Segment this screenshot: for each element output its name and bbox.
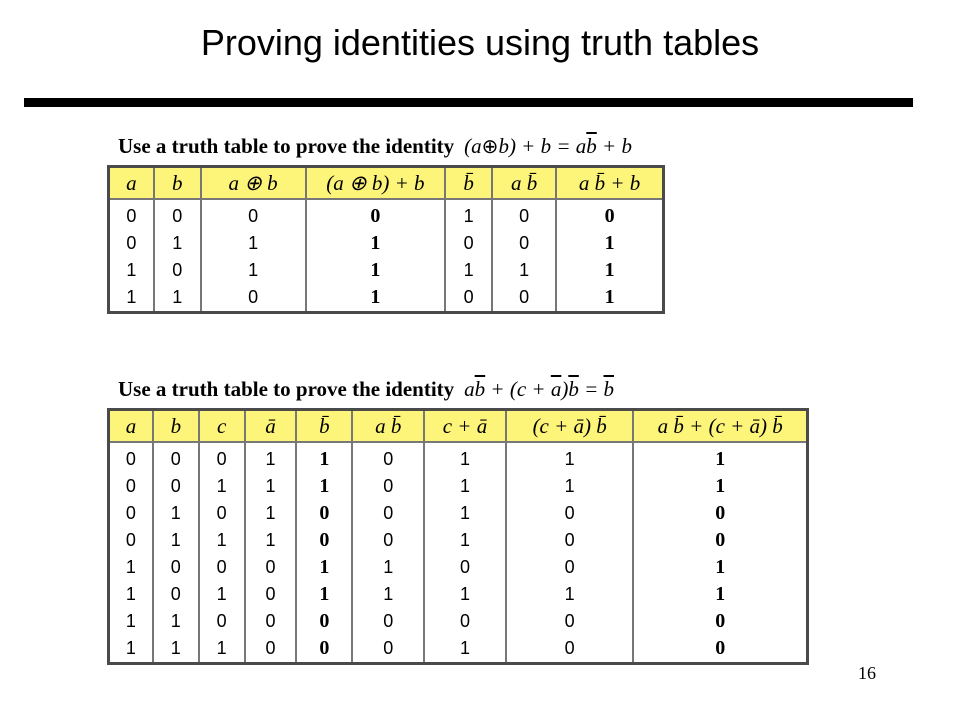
table-cell: 0 <box>199 500 245 527</box>
table-cell: 0 <box>154 199 201 230</box>
table-row <box>109 554 808 581</box>
table-cell: 0 <box>296 608 352 635</box>
table-cell: 0 <box>296 527 352 554</box>
table-cell: 1 <box>109 635 153 664</box>
table-cell: 1 <box>153 527 199 554</box>
table2-header-8: a b̄ + (c + ā) b̄ <box>633 410 807 443</box>
table2-header-1: b <box>153 410 199 443</box>
table-cell: 0 <box>424 554 506 581</box>
table-cell: 0 <box>633 527 807 554</box>
table2-header-5: a b̄ <box>352 410 424 443</box>
table-cell: 1 <box>153 500 199 527</box>
table-cell: 0 <box>199 554 245 581</box>
table-cell: 1 <box>201 257 306 284</box>
table-cell: 1 <box>109 554 153 581</box>
table-cell: 0 <box>306 199 446 230</box>
table-cell: 0 <box>201 284 306 313</box>
table-cell: 0 <box>633 608 807 635</box>
table-cell: 0 <box>109 199 154 230</box>
table2-prompt <box>118 377 614 402</box>
table2-header-7: (c + ā) b̄ <box>506 410 634 443</box>
table-cell: 1 <box>445 199 492 230</box>
table-cell: 1 <box>245 442 297 473</box>
table-cell: 0 <box>296 635 352 664</box>
table-cell: 1 <box>296 473 352 500</box>
slide-title: Proving identities using truth tables <box>200 22 760 63</box>
table-cell: 0 <box>506 554 634 581</box>
table-cell: 1 <box>296 442 352 473</box>
table-cell: 0 <box>445 230 492 257</box>
table1-header-row <box>109 167 664 200</box>
table1-header-5: a b̄ <box>492 167 556 200</box>
table-cell: 0 <box>109 473 153 500</box>
table-row <box>109 473 808 500</box>
table-cell: 1 <box>154 284 201 313</box>
table2-header-6: c + ā <box>424 410 506 443</box>
table-cell: 0 <box>556 199 663 230</box>
table-cell: 0 <box>154 257 201 284</box>
table-row <box>109 527 808 554</box>
truth-table-2 <box>107 408 809 665</box>
table2-prompt-text: Use a truth table to prove the identity <box>118 377 455 401</box>
table-cell: 0 <box>352 527 424 554</box>
table-cell: 0 <box>245 608 297 635</box>
table2-header-2: c <box>199 410 245 443</box>
table2-header-row <box>109 410 808 443</box>
table-cell: 0 <box>153 554 199 581</box>
table-cell: 0 <box>245 581 297 608</box>
table-cell: 0 <box>506 527 634 554</box>
table-cell: 1 <box>633 581 807 608</box>
table-cell: 1 <box>506 581 634 608</box>
table-cell: 0 <box>109 442 153 473</box>
table-cell: 1 <box>556 230 663 257</box>
table-cell: 1 <box>109 284 154 313</box>
table-cell: 1 <box>109 257 154 284</box>
table-cell: 1 <box>352 581 424 608</box>
table-cell: 1 <box>199 473 245 500</box>
table-cell: 1 <box>153 608 199 635</box>
table-row <box>109 257 664 284</box>
table-cell: 1 <box>245 527 297 554</box>
table-cell: 0 <box>506 635 634 664</box>
table-cell: 0 <box>352 473 424 500</box>
table-cell: 1 <box>245 473 297 500</box>
table-cell: 1 <box>556 257 663 284</box>
table-cell: 1 <box>296 554 352 581</box>
table-cell: 0 <box>633 500 807 527</box>
table1-prompt <box>118 134 632 159</box>
table1-header-4: b̄ <box>445 167 492 200</box>
table-cell: 1 <box>445 257 492 284</box>
table-cell: 1 <box>424 473 506 500</box>
table2-header-3: ā <box>245 410 297 443</box>
table-cell: 0 <box>153 442 199 473</box>
table-cell: 0 <box>109 527 153 554</box>
table-cell: 0 <box>492 230 556 257</box>
truth-table-1 <box>107 165 665 314</box>
table-cell: 0 <box>492 199 556 230</box>
table-cell: 1 <box>306 257 446 284</box>
table-row <box>109 608 808 635</box>
table-cell: 1 <box>424 527 506 554</box>
table-cell: 1 <box>506 442 634 473</box>
table1-identity: (a⊕b) + $b = a\overline{b} + b$ <box>464 134 632 158</box>
table-cell: 1 <box>306 284 446 313</box>
table-cell: 1 <box>201 230 306 257</box>
table-cell: 1 <box>424 635 506 664</box>
table-cell: 0 <box>424 608 506 635</box>
table-cell: 1 <box>199 635 245 664</box>
table-row <box>109 230 664 257</box>
table-cell: 0 <box>352 442 424 473</box>
table-cell: 0 <box>201 199 306 230</box>
table-row <box>109 199 664 230</box>
table1-header-1: b <box>154 167 201 200</box>
table-cell: 0 <box>296 500 352 527</box>
table-cell: 0 <box>153 473 199 500</box>
table-cell: 1 <box>352 554 424 581</box>
table-cell: 1 <box>296 581 352 608</box>
table2-identity: $a\overline{b} + (c + \overline{a})\overline{b} = \overline{b}$ <box>464 377 614 401</box>
table-row <box>109 635 808 664</box>
table-cell: 1 <box>633 554 807 581</box>
table-cell: 0 <box>199 608 245 635</box>
table-cell: 0 <box>199 442 245 473</box>
table-cell: 0 <box>352 635 424 664</box>
table-cell: 1 <box>556 284 663 313</box>
table-cell: 1 <box>109 581 153 608</box>
table1-header-3: (a ⊕ b) + b <box>306 167 446 200</box>
table-cell: 0 <box>109 230 154 257</box>
table2-header-4: b̄ <box>296 410 352 443</box>
table1-header-0: a <box>109 167 154 200</box>
table-cell: 1 <box>153 635 199 664</box>
table-cell: 0 <box>352 500 424 527</box>
table-cell: 0 <box>506 500 634 527</box>
table-cell: 0 <box>633 635 807 664</box>
table-cell: 0 <box>153 581 199 608</box>
table-cell: 1 <box>154 230 201 257</box>
table-cell: 1 <box>424 442 506 473</box>
table-cell: 1 <box>245 500 297 527</box>
table-cell: 0 <box>445 284 492 313</box>
table-cell: 1 <box>424 581 506 608</box>
page-number: 16 <box>858 663 876 683</box>
table-cell: 0 <box>352 608 424 635</box>
table-row <box>109 442 808 473</box>
table1-header-2: a ⊕ b <box>201 167 306 200</box>
table1-header-6: a b̄ + b <box>556 167 663 200</box>
table-cell: 1 <box>306 230 446 257</box>
table-cell: 0 <box>245 554 297 581</box>
table-cell: 1 <box>633 442 807 473</box>
table-cell: 0 <box>109 500 153 527</box>
table2-header-0: a <box>109 410 153 443</box>
table-cell: 1 <box>492 257 556 284</box>
table-row <box>109 581 808 608</box>
table-cell: 0 <box>506 608 634 635</box>
table1-prompt-text: Use a truth table to prove the identity <box>118 134 455 158</box>
table-cell: 1 <box>633 473 807 500</box>
table-cell: 1 <box>109 608 153 635</box>
table-row <box>109 500 808 527</box>
table-cell: 0 <box>492 284 556 313</box>
table-cell: 1 <box>199 581 245 608</box>
title-divider <box>24 98 913 107</box>
table-cell: 0 <box>245 635 297 664</box>
table-cell: 1 <box>506 473 634 500</box>
table-row <box>109 284 664 313</box>
table-cell: 1 <box>424 500 506 527</box>
table-cell: 1 <box>199 527 245 554</box>
